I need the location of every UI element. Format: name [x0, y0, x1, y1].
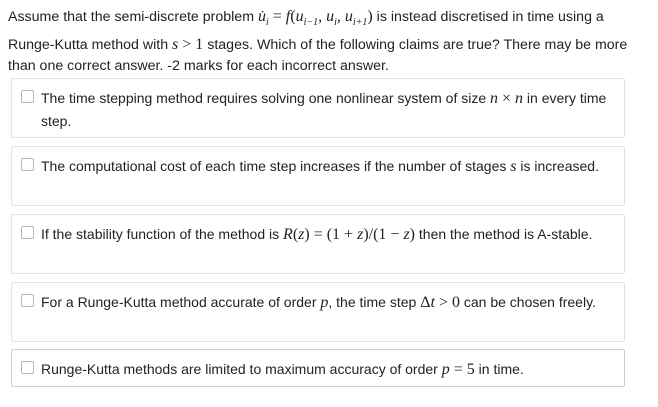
option-1[interactable]	[11, 78, 625, 138]
math-n-by-n: n × n	[490, 90, 524, 107]
option-2-text: The computational cost of each time step increases if the number of stages s is increased.	[41, 158, 599, 175]
math-p-eq-5: p = 5	[441, 361, 475, 378]
math-s: s	[510, 158, 517, 175]
math-dt-gt-0: Δt > 0	[420, 294, 460, 311]
option-4[interactable]	[11, 282, 625, 342]
option-5-text: Runge-Kutta methods are limited to maximum accuracy of order p = 5 in time.	[41, 361, 524, 378]
option-2[interactable]	[11, 146, 625, 206]
option-2-checkbox[interactable]	[21, 158, 34, 171]
option-5-checkbox[interactable]	[21, 361, 34, 374]
option-4-text: For a Runge-Kutta method accurate of order p, the time step Δt > 0 can be chosen freely.	[41, 294, 596, 311]
option-4-checkbox[interactable]	[21, 294, 34, 307]
math-p: p	[320, 294, 329, 311]
option-1-text: The time stepping method requires solving one nonlinear system of size n × n in every time step.	[41, 90, 607, 129]
math-stability-function: R(z) = (1 + z)/(1 − z)	[283, 226, 415, 243]
question-text: Assume that the semi-discrete problem $u̇_i = f(u_{i-1}$, $u_i$, $u_{i+1}$) is instead discretised in time using a Runge-Kutta method with s > 1 stages. Which of the following claims are true? There may be more than one correct answer. -2 marks for each incorrect answer.	[8, 8, 628, 75]
option-3-checkbox[interactable]	[21, 226, 34, 239]
math-s-gt-1: s > 1	[172, 35, 204, 53]
option-3-text: If the stability function of the method is R(z) = (1 + z)/(1 − z) then the method is A-stable.	[41, 226, 593, 243]
math-ode: $u̇_i = f(u_{i-1}$, $u_i$, $u_{i+1}$)	[257, 8, 373, 29]
option-3[interactable]	[11, 214, 625, 274]
option-1-checkbox[interactable]	[21, 90, 34, 103]
option-5[interactable]	[11, 349, 625, 387]
